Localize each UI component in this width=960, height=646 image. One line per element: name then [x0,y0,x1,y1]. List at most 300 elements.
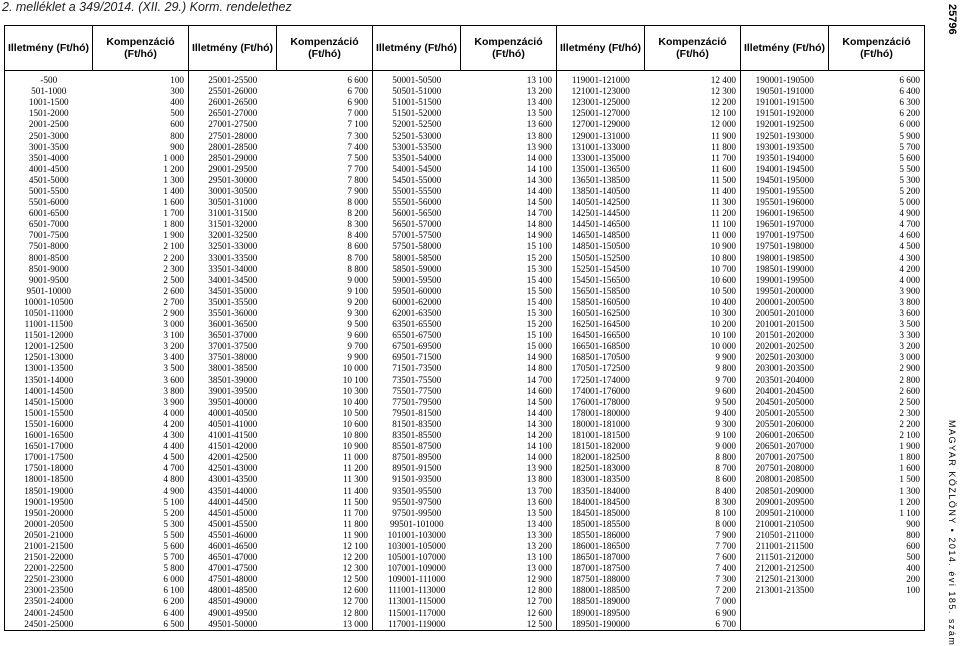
income-range-cell: 73501-75500 [392,374,442,385]
income-range-cell: 187001-187500 [571,563,630,574]
income-range-cell: 83501-85500 [392,430,442,441]
income-range-cell: 69501-71500 [392,352,442,363]
compensation-cell: 9 100 [645,430,741,441]
compensation-cell: 1 200 [829,497,925,508]
income-range-cell: 207501-208000 [755,463,814,474]
income-range-cell: 182501-183000 [571,463,630,474]
compensation-cell: 12 000 [645,119,741,130]
compensation-cell: 7 400 [645,563,741,574]
compensation-cell: 8 600 [277,241,373,252]
income-range-cell: 52501-53000 [392,130,442,141]
income-range-cell: 156501-158500 [571,285,630,296]
compensation-cell: 15 500 [461,286,557,297]
income-range-cell: 212001-212500 [755,563,814,574]
table-row [5,352,925,363]
income-range-cell: -500 [5,75,93,86]
compensation-cell: 13 200 [461,86,557,97]
income-range-cell: 51501-52000 [392,108,442,119]
table-row [5,530,925,541]
compensation-cell: 3 100 [93,330,189,341]
compensation-cell: 9 000 [645,441,741,452]
compensation-cell: 14 900 [461,230,557,241]
compensation-cell: 1 700 [93,208,189,219]
compensation-cell: 14 700 [461,375,557,386]
compensation-cell: 2 300 [93,264,189,275]
compensation-cell: 10 500 [645,286,741,297]
income-range-cell: 35501-36000 [208,308,258,319]
compensation-cell: 7 200 [645,585,741,596]
compensation-cell: 12 600 [461,608,557,619]
compensation-cell: 11 800 [645,142,741,153]
income-range-cell: 212501-213000 [755,574,814,585]
compensation-cell: 3 600 [93,375,189,386]
income-range-cell: 203501-204000 [755,374,814,385]
compensation-cell: 1 800 [829,452,925,463]
income-range-cell [741,619,829,631]
income-range-cell: 6001-6500 [5,208,93,219]
compensation-cell: 6 100 [93,585,189,596]
income-range-cell: 198001-198500 [755,252,814,263]
table-row [5,397,925,408]
income-range-cell: 197501-198000 [755,241,814,252]
income-range-cell: 71501-73500 [392,363,442,374]
compensation-cell: 11 200 [277,463,373,474]
compensation-cell: 600 [93,119,189,130]
compensation-cell: 10 900 [645,241,741,252]
income-range-cell: 54501-55000 [392,174,442,185]
column-header-compensation: Kompenzáció (Ft/hó) [461,26,557,71]
income-range-cell: 58001-58500 [392,252,442,263]
compensation-cell: 13 800 [461,130,557,141]
income-range-cell: 121001-123000 [571,86,630,97]
column-header-compensation: Kompenzáció (Ft/hó) [645,26,741,71]
income-range-cell: 14501-15000 [5,397,93,408]
income-range-cell: 101001-103000 [387,529,446,540]
table-row [5,585,925,596]
table-row [5,130,925,141]
compensation-table [4,25,925,631]
income-range-cell: 201001-201500 [755,319,814,330]
income-range-cell: 30501-31000 [208,197,258,208]
income-range-cell: 85501-87500 [392,441,442,452]
income-range-cell [741,596,829,607]
table-row [5,608,925,619]
income-range-cell: 49001-49500 [208,607,258,618]
income-range-cell: 56001-56500 [392,208,442,219]
income-range-cell: 15001-15500 [5,408,93,419]
compensation-cell: 14 900 [461,352,557,363]
income-range-cell: 23501-24000 [5,596,93,607]
income-range-cell: 18001-18500 [5,474,93,485]
table-row [5,230,925,241]
compensation-cell: 9 600 [645,386,741,397]
compensation-cell [829,619,925,631]
income-range-cell: 103001-105000 [387,540,446,551]
table-row [5,186,925,197]
income-range-cell: 24501-25000 [5,619,93,631]
compensation-cell: 6 200 [93,596,189,607]
income-range-cell: 196001-196500 [755,208,814,219]
income-range-cell: 185501-186000 [571,529,630,540]
income-range-cell: 3001-3500 [5,142,93,153]
income-range-cell: 44001-44500 [208,496,258,507]
compensation-cell: 4 000 [93,408,189,419]
income-range-cell: 107001-109000 [387,563,446,574]
compensation-cell: 7 300 [645,574,741,585]
income-range-cell: 209501-210000 [755,507,814,518]
compensation-cell: 2 200 [93,253,189,264]
income-range-cell: 178001-180000 [571,407,630,418]
compensation-cell: 12 200 [645,97,741,108]
compensation-cell: 9 400 [645,408,741,419]
income-range-cell: 3501-4000 [5,153,93,164]
table-row [5,286,925,297]
table-row [5,330,925,341]
income-range-cell: 136501-138500 [571,174,630,185]
income-range-cell: 29001-29500 [208,163,258,174]
income-range-cell: 12501-13000 [5,352,93,363]
compensation-cell: 4 600 [829,230,925,241]
compensation-cell: 12 500 [277,574,373,585]
compensation-cell: 800 [829,530,925,541]
income-range-cell: 160501-162500 [571,308,630,319]
compensation-cell: 9 300 [277,308,373,319]
income-range-cell: 207001-207500 [755,452,814,463]
compensation-cell: 11 900 [277,530,373,541]
compensation-cell: 7 900 [645,530,741,541]
income-range-cell: 50501-51000 [392,86,442,97]
income-range-cell: 36501-37000 [208,330,258,341]
table-row [5,275,925,286]
income-range-cell: 37001-37500 [208,341,258,352]
compensation-cell: 10 000 [277,363,373,374]
income-range-cell: 166501-168500 [571,341,630,352]
income-range-cell: 19001-19500 [5,497,93,508]
compensation-cell: 6 900 [277,97,373,108]
income-range-cell: 4001-4500 [5,164,93,175]
compensation-cell: 2 100 [829,430,925,441]
compensation-cell: 14 800 [461,363,557,374]
table-row [5,319,925,330]
compensation-cell: 9 700 [645,375,741,386]
income-range-cell: 2501-3000 [5,130,93,141]
table-row [5,197,925,208]
compensation-cell: 12 800 [277,608,373,619]
income-range-cell: 58501-59000 [392,263,442,274]
compensation-cell: 11 700 [645,153,741,164]
income-range-cell: 51001-51500 [392,97,442,108]
column-header-compensation: Kompenzáció (Ft/hó) [277,26,373,71]
income-range-cell: 21001-21500 [5,541,93,552]
compensation-cell: 3 000 [829,352,925,363]
compensation-cell: 7 600 [645,552,741,563]
compensation-cell: 400 [93,97,189,108]
table-row [5,253,925,264]
compensation-cell: 15 100 [461,241,557,252]
income-range-cell: 129001-131000 [571,130,630,141]
compensation-cell: 1 300 [829,485,925,496]
income-range-cell: 33501-34000 [208,263,258,274]
compensation-cell: 13 100 [461,75,557,86]
table-row [5,408,925,419]
compensation-cell: 1 300 [93,175,189,186]
compensation-cell: 12 700 [461,596,557,607]
income-range-cell: 190501-191000 [755,86,814,97]
compensation-cell: 13 400 [461,519,557,530]
compensation-cell: 5 000 [829,197,925,208]
compensation-cell: 12 400 [645,75,741,86]
compensation-cell: 9 000 [277,275,373,286]
compensation-cell: 3 500 [829,319,925,330]
income-range-cell: 142501-144500 [571,208,630,219]
income-range-cell: 8001-8500 [5,253,93,264]
compensation-cell: 15 100 [461,330,557,341]
compensation-cell: 13 600 [461,497,557,508]
income-range-cell: 26501-27000 [208,108,258,119]
compensation-cell: 6 000 [93,574,189,585]
income-range-cell: 91501-93500 [392,474,442,485]
compensation-cell: 8 100 [645,508,741,519]
column-header-income: Illetmény (Ft/hó) [741,26,829,71]
table-row [5,97,925,108]
income-range-cell: 211501-212000 [755,552,814,563]
compensation-cell: 10 300 [277,386,373,397]
compensation-cell: 15 300 [461,308,557,319]
income-range-cell: 168501-170500 [571,352,630,363]
table-row [5,541,925,552]
income-range-cell: 41001-41500 [208,430,258,441]
income-range-cell: 194501-195000 [755,174,814,185]
income-range-cell: 55001-55500 [392,185,442,196]
compensation-cell: 3 900 [93,397,189,408]
compensation-cell: 9 200 [277,297,373,308]
income-range-cell: 7001-7500 [5,230,93,241]
income-range-cell: 184501-185000 [571,507,630,518]
compensation-cell: 3 300 [829,330,925,341]
compensation-cell: 4 000 [829,275,925,286]
compensation-cell: 13 000 [461,563,557,574]
compensation-cell: 14 800 [461,219,557,230]
compensation-cell: 7 900 [277,186,373,197]
income-range-cell: 162501-164500 [571,319,630,330]
income-range-cell: 192501-193000 [755,130,814,141]
compensation-cell: 14 500 [461,397,557,408]
table-row [5,75,925,86]
income-range-cell: 201501-202000 [755,330,814,341]
table-row [5,375,925,386]
compensation-cell: 4 400 [93,441,189,452]
compensation-cell: 500 [93,108,189,119]
compensation-cell: 13 200 [461,541,557,552]
compensation-cell: 14 300 [461,175,557,186]
compensation-cell: 5 200 [829,186,925,197]
income-range-cell: 47501-48000 [208,574,258,585]
compensation-cell: 5 900 [829,130,925,141]
compensation-cell: 11 000 [645,230,741,241]
compensation-cell: 14 500 [461,197,557,208]
compensation-cell: 11 400 [277,485,373,496]
table-row [5,419,925,430]
income-range-cell: 38001-38500 [208,363,258,374]
income-range-cell: 123001-125000 [571,97,630,108]
income-range-cell: 198501-199000 [755,263,814,274]
compensation-cell: 3 000 [93,319,189,330]
income-range-cell: 17501-18000 [5,463,93,474]
income-range-cell: 79501-81500 [392,407,442,418]
income-range-cell: 5501-6000 [5,197,93,208]
income-range-cell: 195501-196000 [755,197,814,208]
compensation-cell [829,596,925,607]
compensation-cell: 5 300 [829,175,925,186]
compensation-cell: 7 300 [277,130,373,141]
income-range-cell: 33001-33500 [208,252,258,263]
compensation-cell: 2 500 [829,397,925,408]
compensation-cell: 10 400 [277,397,373,408]
compensation-cell: 4 700 [93,463,189,474]
income-range-cell: 31501-32000 [208,219,258,230]
table-row [5,563,925,574]
income-range-cell: 47001-47500 [208,563,258,574]
table-row [5,619,925,631]
income-range-cell: 43001-43500 [208,474,258,485]
income-range-cell: 42001-42500 [208,452,258,463]
compensation-cell: 14 000 [461,153,557,164]
income-range-cell: 200501-201000 [755,308,814,319]
compensation-cell: 8 200 [277,208,373,219]
income-range-cell: 181501-182000 [571,441,630,452]
income-range-cell: 146501-148500 [571,230,630,241]
compensation-cell: 5 600 [93,541,189,552]
income-range-cell: 144501-146500 [571,219,630,230]
income-range-cell: 18501-19000 [5,485,93,496]
income-range-cell: 183001-183500 [571,474,630,485]
income-range-cell: 195001-195500 [755,185,814,196]
compensation-cell: 1 200 [93,164,189,175]
table-row [5,119,925,130]
table-row [5,86,925,97]
income-range-cell: 15501-16000 [5,419,93,430]
compensation-cell: 9 500 [645,397,741,408]
income-range-cell: 206501-207000 [755,441,814,452]
compensation-cell: 6 700 [645,619,741,631]
income-range-cell: 187501-188000 [571,574,630,585]
compensation-cell: 12 600 [277,585,373,596]
income-range-cell: 97501-99500 [392,507,442,518]
column-header-compensation: Kompenzáció (Ft/hó) [829,26,925,71]
compensation-cell: 1 900 [829,441,925,452]
compensation-cell: 4 900 [829,208,925,219]
compensation-cell: 3 200 [93,341,189,352]
income-range-cell: 191001-191500 [755,97,814,108]
compensation-cell: 600 [829,541,925,552]
table-row [5,264,925,275]
income-range-cell: 8501-9000 [5,264,93,275]
income-range-cell: 119001-121000 [571,75,630,86]
compensation-cell: 300 [93,86,189,97]
income-range-cell: 38501-39000 [208,374,258,385]
compensation-cell: 11 000 [277,452,373,463]
income-range-cell: 28001-28500 [208,141,258,152]
compensation-cell: 8 800 [645,452,741,463]
compensation-cell: 4 700 [829,219,925,230]
income-range-cell: 196501-197000 [755,219,814,230]
compensation-cell: 1 800 [93,219,189,230]
income-range-cell: 22001-22500 [5,563,93,574]
compensation-cell: 10 500 [277,408,373,419]
compensation-cell: 1 000 [93,153,189,164]
compensation-cell: 7 700 [645,541,741,552]
income-range-cell: 152501-154500 [571,263,630,274]
compensation-cell: 11 200 [645,208,741,219]
journal-line: MAGYAR KÖZLÖNY • 2014. évi 185. szám [947,420,957,646]
income-range-cell: 99501-101000 [389,518,444,529]
income-range-cell: 193501-194000 [755,152,814,163]
income-range-cell: 203001-203500 [755,363,814,374]
compensation-cell: 2 500 [93,275,189,286]
income-range-cell: 172501-174000 [571,374,630,385]
table-row [5,142,925,153]
income-range-cell: 140501-142500 [571,197,630,208]
income-range-cell: 188001-188500 [571,585,630,596]
income-range-cell: 52001-52500 [392,119,442,130]
compensation-cell: 8 300 [277,219,373,230]
income-range-cell: 191501-192000 [755,108,814,119]
income-range-cell: 105001-107000 [387,552,446,563]
income-range-cell: 40001-40500 [208,407,258,418]
income-range-cell: 9501-10000 [5,286,93,297]
income-range-cell: 55501-56000 [392,197,442,208]
income-range-cell: 77501-79500 [392,396,442,407]
income-range-cell: 59501-60000 [392,285,442,296]
compensation-cell: 2 300 [829,408,925,419]
compensation-cell: 12 200 [277,552,373,563]
income-range-cell: 4501-5000 [5,175,93,186]
page-header-title: 2. melléklet a 349/2014. (XII. 29.) Korm. rendelethez [2,0,292,14]
income-range-cell: 40501-41000 [208,418,258,429]
compensation-cell: 11 800 [277,519,373,530]
compensation-cell: 13 400 [461,97,557,108]
income-range-cell: 189001-189500 [571,607,630,618]
compensation-cell: 12 900 [461,574,557,585]
income-range-cell: 30001-30500 [208,185,258,196]
compensation-cell: 7 800 [277,175,373,186]
compensation-cell: 6 400 [829,86,925,97]
income-range-cell: 113001-115000 [387,596,446,607]
income-range-cell: 53001-53500 [392,141,442,152]
compensation-cell: 8 300 [645,497,741,508]
income-range-cell: 174001-176000 [571,385,630,396]
compensation-cell: 1 900 [93,230,189,241]
income-range-cell: 21501-22000 [5,552,93,563]
table-row [5,164,925,175]
compensation-cell: 6 000 [829,119,925,130]
table-row [5,485,925,496]
income-range-cell: 43501-44000 [208,485,258,496]
income-range-cell: 111001-113000 [388,585,446,596]
table-row [5,596,925,607]
compensation-cell: 9 500 [277,319,373,330]
income-range-cell: 5001-5500 [5,186,93,197]
column-header-income: Illetmény (Ft/hó) [189,26,277,71]
compensation-cell: 3 800 [93,386,189,397]
compensation-cell: 12 700 [277,596,373,607]
income-range-cell: 81501-83500 [392,418,442,429]
income-range-cell: 45001-45500 [208,518,258,529]
compensation-cell: 3 500 [93,363,189,374]
compensation-cell: 2 700 [93,297,189,308]
income-range-cell: 205001-205500 [755,407,814,418]
compensation-cell: 14 700 [461,208,557,219]
